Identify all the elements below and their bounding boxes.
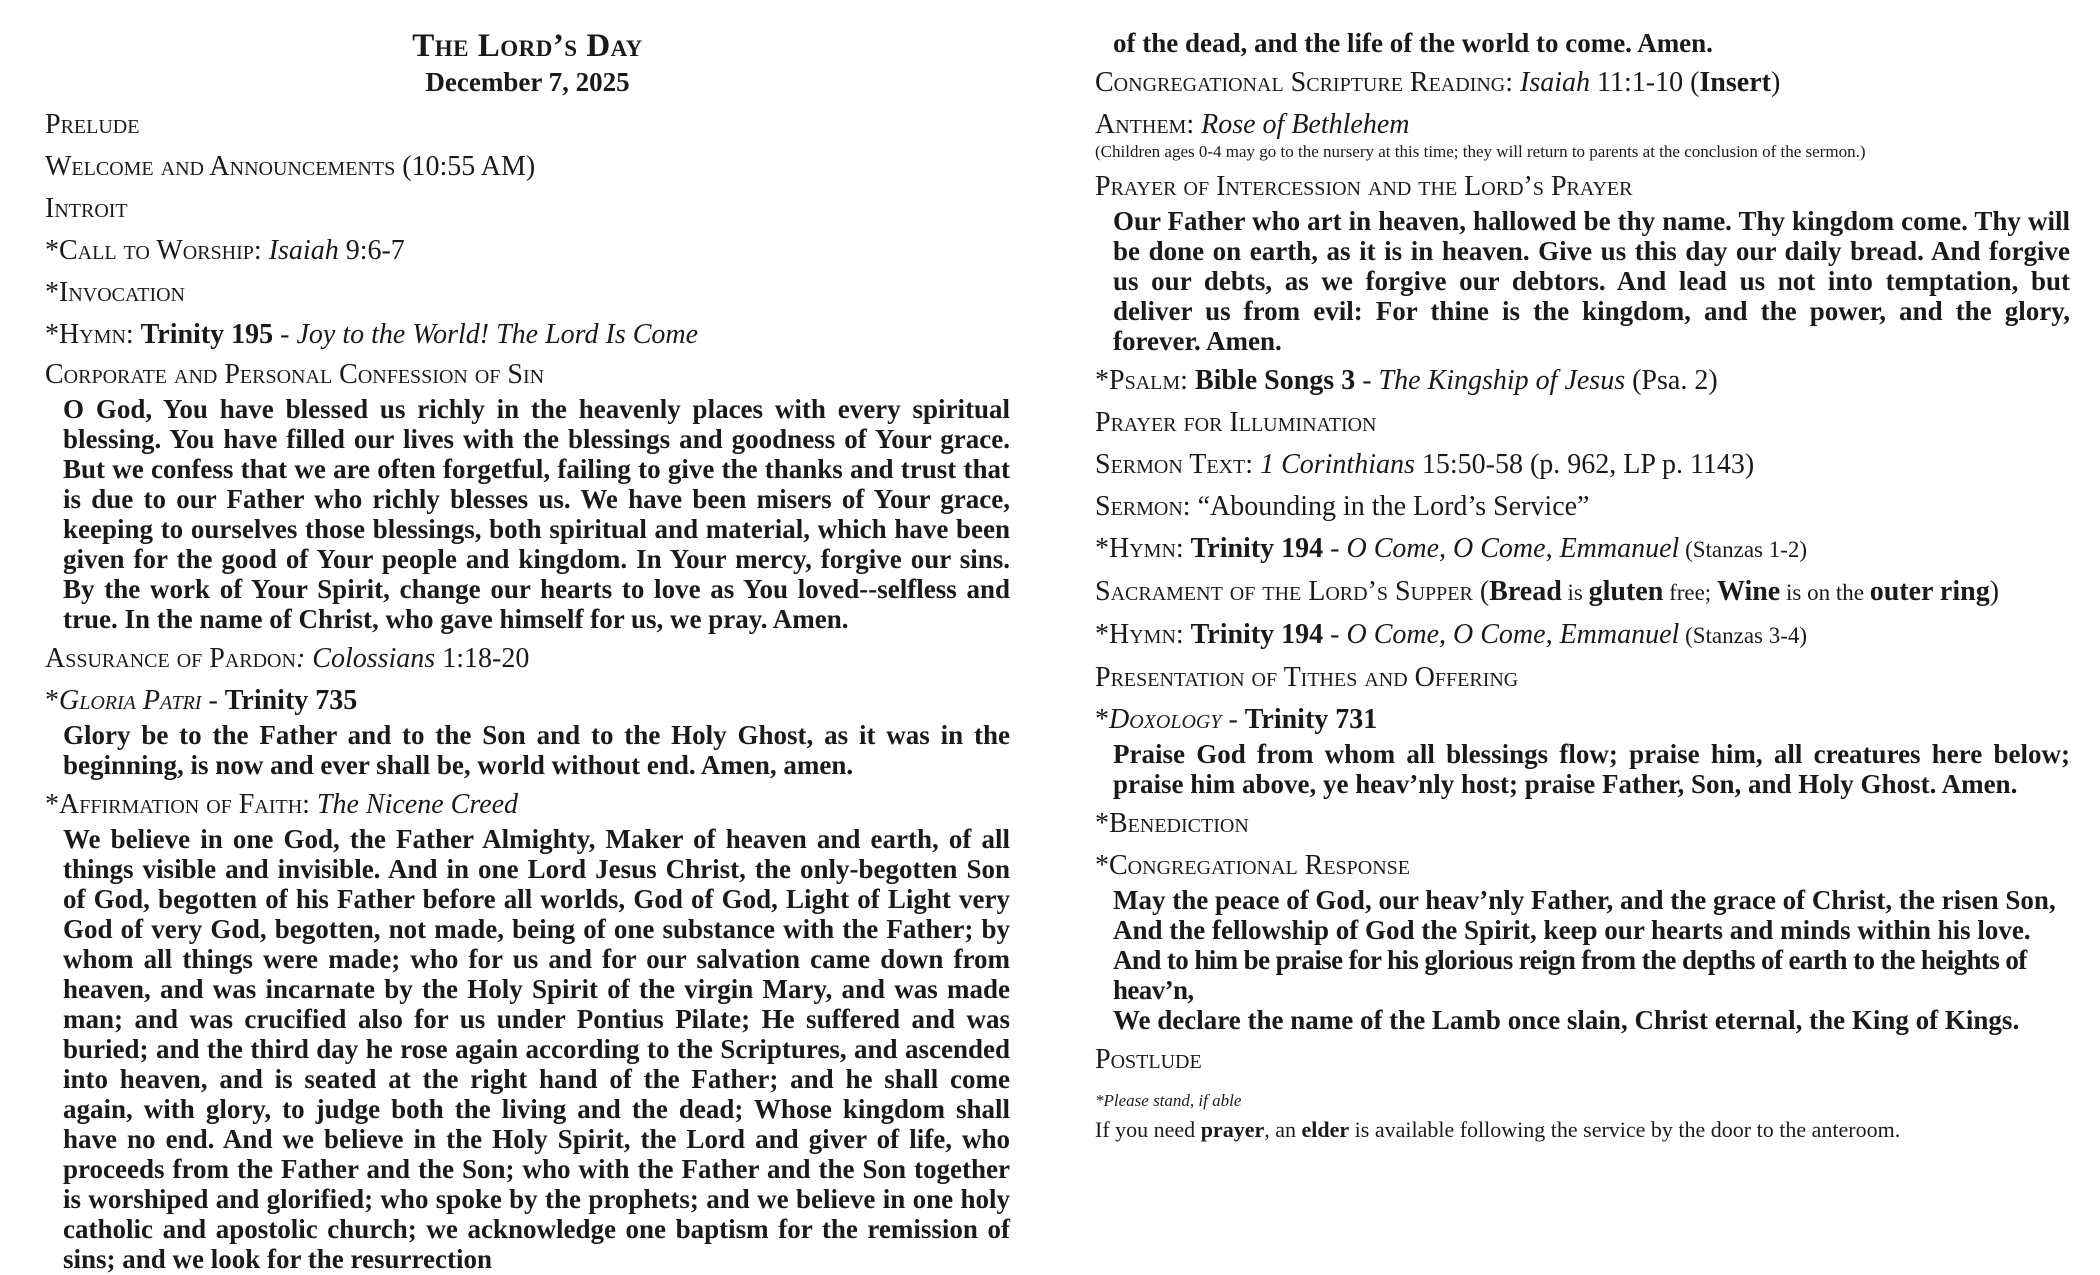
anthem: Anthem: Rose of Bethlehem [1095, 109, 1410, 140]
service-date: December 7, 2025 [425, 67, 630, 97]
confession-text: O God, You have blessed us richly in the heavenly places with every spiritual blessing. You have filled our lives with the blessings and goodness of Your grace. But we confess that we are often forgetful, failing to give the thanks and trust that is due to our Father who richly blesses us. We have been misers of Your grace, keeping to ourselves those blessings, both spiritual and material, which have been given for the good of Your people and kingdom. In Your mercy, forgive our sins. By the work of Your Spirit, change our hearts to love as You loved--selfless and true. In the name of Christ, who gave himself for us, we pray. Amen. [63, 394, 1010, 634]
confession-heading: Corporate and Personal Confession of Sin [45, 359, 545, 390]
affirmation-of-faith: *Affirmation of Faith: The Nicene Creed [45, 789, 519, 820]
hymn-1: *Hymn: Trinity 195 - Joy to the World! The Lord Is Come [45, 319, 699, 350]
sermon-text: Sermon Text: 1 Corinthians 15:50-58 (p. 962, LP p. 1143) [1095, 449, 1755, 480]
prayer-note: If you need prayer, an elder is available following the service by the door to the anteroom. [1095, 1117, 1901, 1142]
right-column [1095, 0, 2070, 1143]
invocation: *Invocation [45, 277, 185, 308]
prayer-for-illumination: Prayer for Illumination [1095, 407, 1377, 438]
congregational-response-heading: *Congregational Response [1095, 850, 1411, 881]
page-title: The Lord’s Day [412, 28, 643, 64]
creed-continuation: of the dead, and the life of the world to come. Amen. [1113, 28, 1713, 58]
scripture-reading: Congregational Scripture Reading: Isaiah 11:1-10 (Insert) [1095, 67, 1781, 98]
gloria-patri-text: Glory be to the Father and to the Son and to the Holy Ghost, as it was in the beginning, is now and ever shall be, world without end. Amen, amen. [63, 720, 1010, 780]
response-line: May the peace of God, our heav’nly Father, and the grace of Christ, the risen Son, [1113, 885, 2056, 915]
tithes-offering: Presentation of Tithes and Offering [1095, 662, 1519, 693]
anthem-note: (Children ages 0-4 may go to the nursery at this time; they will return to parents at the conclusion of the sermon.) [1095, 142, 1866, 161]
lords-prayer-text: Our Father who art in heaven, hallowed be thy name. Thy kingdom come. Thy will be done on earth, as it is in heaven. Give us this day our daily bread. And forgive us our debts, as we forgive our debtors. And lead us not into temptation, but deliver us from evil: For thine is the kingdom, and the power, and the glory, forever. Amen. [1113, 206, 2070, 356]
doxology-text: Praise God from whom all blessings flow; praise him, all creatures here below; praise him above, ye heav’nly host; praise Father, Son, and Holy Ghost. Amen. [1113, 739, 2070, 799]
postlude: Postlude [1095, 1044, 1202, 1075]
hymn-2: *Hymn: Trinity 194 - O Come, O Come, Emmanuel (Stanzas 1-2) [1095, 533, 1808, 564]
doxology-heading: *Doxology - Trinity 731 [1095, 704, 1378, 735]
benediction: *Benediction [1095, 808, 1249, 839]
stand-footnote: *Please stand, if able [1095, 1091, 1242, 1110]
response-line: And the fellowship of God the Spirit, keep our hearts and minds within his love. [1113, 915, 2031, 945]
gloria-patri-heading: *Gloria Patri - Trinity 735 [45, 685, 358, 716]
left-column [45, 0, 1010, 1274]
call-to-worship: *Call to Worship: Isaiah 9:6-7 [45, 235, 405, 266]
intercession-heading: Prayer of Intercession and the Lord’s Prayer [1095, 171, 1633, 202]
lords-supper: Sacrament of the Lord’s Supper (Bread is gluten free; Wine is on the outer ring) [1095, 576, 2000, 607]
assurance-of-pardon: Assurance of Pardon: Colossians 1:18-20 [45, 643, 530, 674]
response-line: And to him be praise for his glorious reign from the depths of earth to the heights of heav’n, [1113, 945, 2027, 1005]
sermon: Sermon: “Abounding in the Lord’s Service” [1095, 491, 1590, 522]
hymn-3: *Hymn: Trinity 194 - O Come, O Come, Emmanuel (Stanzas 3-4) [1095, 619, 1808, 650]
nicene-creed-text: We believe in one God, the Father Almighty, Maker of heaven and earth, of all things visible and invisible. And in one Lord Jesus Christ, the only-begotten Son of God, begotten of his Father before all worlds, God of God, Light of Light very God of very God, begotten, not made, being of one substance with the Father; by whom all things were made; who for us and for our salvation came down from heaven, and was incarnate by the Holy Spirit of the virgin Mary, and was made man; and was crucified also for us under Pontius Pilate; He suffered and was buried; and the third day he rose again according to the Scriptures, and ascended into heaven, and is seated at the right hand of the Father; and he shall come again, with glory, to judge both the living and the dead; Whose kingdom shall have no end. And we believe in the Holy Spirit, the Lord and giver of life, who proceeds from the Father and the Son; who with the Father and the Son together is worshiped and glorified; who spoke by the prophets; and we believe in one holy catholic and apostolic church; we acknowledge one baptism for the remission of sins; and we look for the resurrection [63, 824, 1010, 1274]
psalm: *Psalm: Bible Songs 3 - The Kingship of Jesus (Psa. 2) [1095, 365, 1718, 396]
response-line: We declare the name of the Lamb once slain, Christ eternal, the King of Kings. [1113, 1005, 2020, 1035]
prelude: Prelude [45, 109, 140, 140]
welcome-announcements: Welcome and Announcements (10:55 AM) [45, 151, 536, 182]
introit: Introit [45, 193, 128, 224]
